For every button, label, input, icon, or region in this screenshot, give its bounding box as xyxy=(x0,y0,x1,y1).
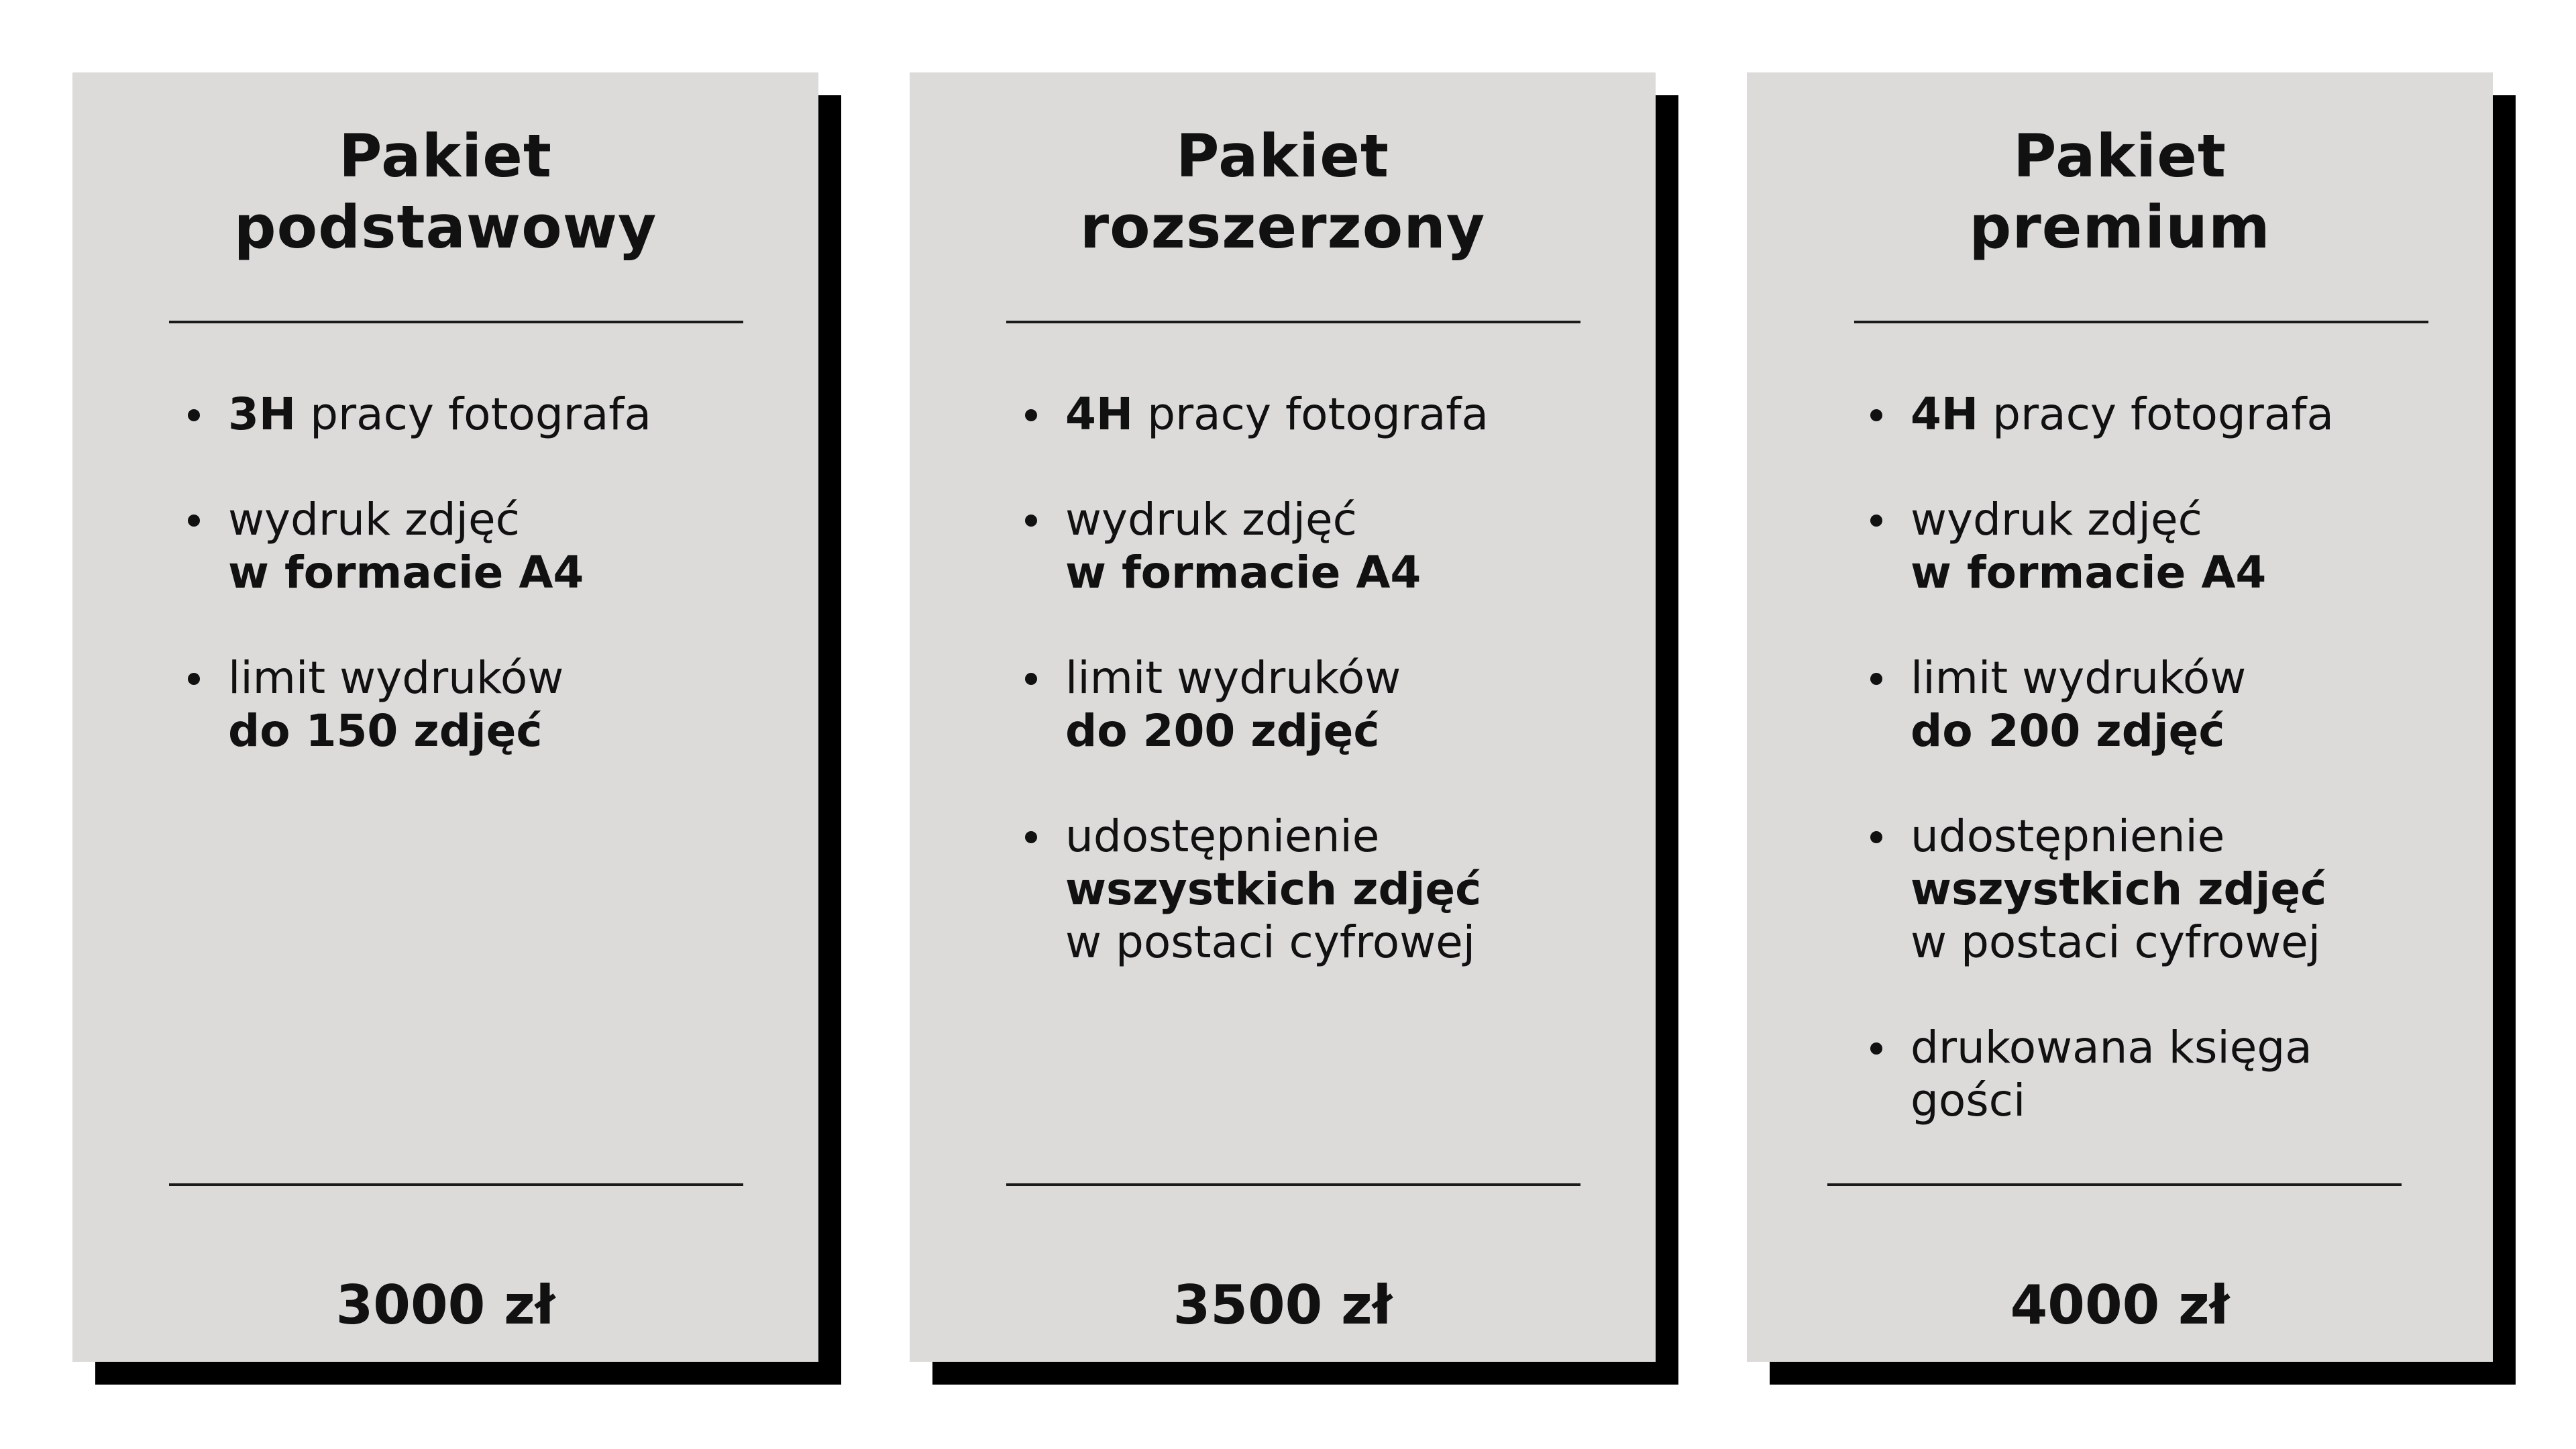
package-card-extended xyxy=(910,72,1656,1362)
top-divider xyxy=(1854,321,2428,323)
bullet-icon xyxy=(1025,673,1037,685)
package-title-line1: Pakiet xyxy=(339,121,552,191)
feature-item xyxy=(185,651,789,757)
bullet-icon xyxy=(188,409,200,421)
top-divider xyxy=(169,321,743,323)
feature-text: wydruk zdjęć xyxy=(1911,494,2202,545)
feature-text: udostępnienie xyxy=(1911,810,2225,862)
package-title xyxy=(910,121,1656,263)
feature-text: w postaci cyfrowej xyxy=(1065,916,1476,968)
bullet-icon xyxy=(1025,831,1037,843)
feature-highlight: do 200 zdjęć xyxy=(1911,705,2225,757)
top-divider xyxy=(1006,321,1580,323)
package-title xyxy=(72,121,818,263)
feature-item xyxy=(1022,651,1626,757)
feature-text: limit wydruków xyxy=(1065,652,1401,704)
feature-item xyxy=(185,493,789,599)
bullet-icon xyxy=(1870,409,1882,421)
feature-text: wydruk zdjęć xyxy=(1065,494,1357,545)
feature-highlight: w formacie A4 xyxy=(1911,547,2267,598)
feature-item xyxy=(1022,810,1626,969)
bullet-icon xyxy=(1025,409,1037,421)
package-price: 3500 zł xyxy=(1173,1274,1393,1336)
bullet-icon xyxy=(1870,831,1882,843)
feature-highlight: do 150 zdjęć xyxy=(228,705,543,757)
bullet-icon xyxy=(188,673,200,685)
bullet-icon xyxy=(1870,515,1882,527)
feature-highlight: wszystkich zdjęć xyxy=(1065,863,1482,915)
package-title-line2: rozszerzony xyxy=(1079,193,1486,262)
package-title-line2: podstawowy xyxy=(233,193,657,262)
feature-highlight: w formacie A4 xyxy=(228,547,584,598)
feature-text: udostępnienie xyxy=(1065,810,1380,862)
bullet-icon xyxy=(1870,673,1882,685)
card-body xyxy=(72,72,818,1362)
feature-list xyxy=(185,388,789,810)
feature-text: wydruk zdjęć xyxy=(228,494,520,545)
feature-text: gości xyxy=(1911,1075,2026,1126)
feature-item xyxy=(1868,651,2471,757)
feature-text: pracy fotografa xyxy=(1978,388,2334,440)
bottom-divider xyxy=(1827,1183,2402,1186)
feature-item xyxy=(1868,1021,2471,1127)
feature-text: limit wydruków xyxy=(1911,652,2247,704)
feature-item xyxy=(1868,388,2471,441)
feature-highlight: w formacie A4 xyxy=(1065,547,1421,598)
package-title-line2: premium xyxy=(1969,193,2271,262)
feature-item xyxy=(1022,388,1626,441)
feature-text: pracy fotografa xyxy=(296,388,651,440)
feature-list xyxy=(1022,388,1626,1021)
feature-text: limit wydruków xyxy=(228,652,564,704)
package-card-basic xyxy=(72,72,818,1362)
feature-hours: 3H xyxy=(228,388,297,440)
bottom-divider xyxy=(1006,1183,1580,1186)
feature-list xyxy=(1868,388,2471,1179)
package-title-line1: Pakiet xyxy=(2013,121,2226,191)
package-title xyxy=(1747,121,2493,263)
feature-highlight: do 200 zdjęć xyxy=(1065,705,1380,757)
bullet-icon xyxy=(1025,515,1037,527)
feature-item xyxy=(1868,493,2471,599)
package-price: 4000 zł xyxy=(2010,1274,2230,1336)
feature-hours: 4H xyxy=(1911,388,1979,440)
bullet-icon xyxy=(1870,1042,1882,1055)
feature-item xyxy=(1022,493,1626,599)
card-body xyxy=(1747,72,2493,1362)
feature-item xyxy=(1868,810,2471,969)
feature-hours: 4H xyxy=(1065,388,1134,440)
package-price: 3000 zł xyxy=(335,1274,555,1336)
feature-highlight: wszystkich zdjęć xyxy=(1911,863,2327,915)
feature-text: drukowana księga xyxy=(1911,1022,2312,1073)
feature-item xyxy=(185,388,789,441)
card-body xyxy=(910,72,1656,1362)
bullet-icon xyxy=(188,515,200,527)
feature-text: w postaci cyfrowej xyxy=(1911,916,2321,968)
bottom-divider xyxy=(169,1183,743,1186)
package-title-line1: Pakiet xyxy=(1176,121,1389,191)
feature-text: pracy fotografa xyxy=(1133,388,1489,440)
package-card-premium xyxy=(1747,72,2493,1362)
